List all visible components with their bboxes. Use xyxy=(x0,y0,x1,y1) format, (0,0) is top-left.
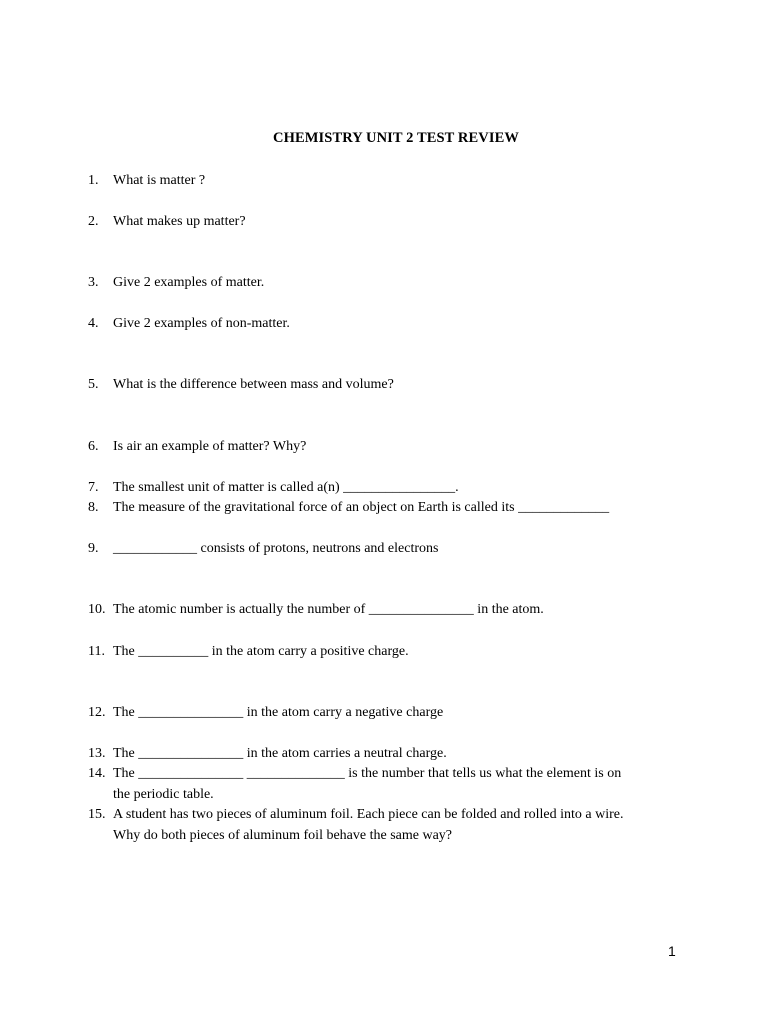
question-text: Give 2 examples of matter. xyxy=(113,275,265,290)
question-text-continued: the periodic table. xyxy=(113,786,214,802)
question-text: ____________ consists of protons, neutrons and electrons xyxy=(113,541,439,556)
question-number: 13. xyxy=(88,746,106,761)
document-title: CHEMISTRY UNIT 2 TEST REVIEW xyxy=(273,130,519,146)
question-text: The _______________ in the atom carries a neutral charge. xyxy=(113,746,447,761)
question-text: What is matter ? xyxy=(113,173,206,188)
question-text: The _______________ ______________ is the number that tells us what the element is on xyxy=(113,766,622,781)
question-text-block xyxy=(113,805,623,846)
question-number: 14. xyxy=(88,766,106,781)
question-text: The measure of the gravitational force of an object on Earth is called its _____________ xyxy=(113,500,610,515)
question-text: Is air an example of matter? Why? xyxy=(113,439,307,454)
question-number: 5. xyxy=(88,377,99,392)
question-text: What is the difference between mass and volume? xyxy=(113,377,394,392)
question-number: 15. xyxy=(88,807,106,822)
question-number: 4. xyxy=(88,316,99,331)
question-number: 8. xyxy=(88,500,99,515)
question-text: The smallest unit of matter is called a(n) ________________. xyxy=(113,480,459,495)
question-text-continued: Why do both pieces of aluminum foil behave the same way? xyxy=(113,827,453,843)
question-text: The _______________ in the atom carry a negative charge xyxy=(113,705,444,720)
question-number: 1. xyxy=(88,173,99,188)
question-number: 7. xyxy=(88,480,99,495)
question-text: The atomic number is actually the number of _______________ in the atom. xyxy=(113,602,544,617)
question-text: Give 2 examples of non-matter. xyxy=(113,316,290,331)
question-text: A student has two pieces of aluminum foil. Each piece can be folded and rolled into a wire. xyxy=(113,807,624,822)
question-number: 9. xyxy=(88,541,99,556)
question-number: 3. xyxy=(88,275,99,290)
question-number: 12. xyxy=(88,705,106,720)
question-text-block xyxy=(113,764,621,805)
question-number: 2. xyxy=(88,214,99,229)
question-text: The __________ in the atom carry a positive charge. xyxy=(113,644,409,659)
question-number: 10. xyxy=(88,602,106,617)
question-text: What makes up matter? xyxy=(113,214,246,229)
question-number: 6. xyxy=(88,439,99,454)
question-number: 11. xyxy=(88,644,105,659)
page-number: 1 xyxy=(668,943,676,959)
